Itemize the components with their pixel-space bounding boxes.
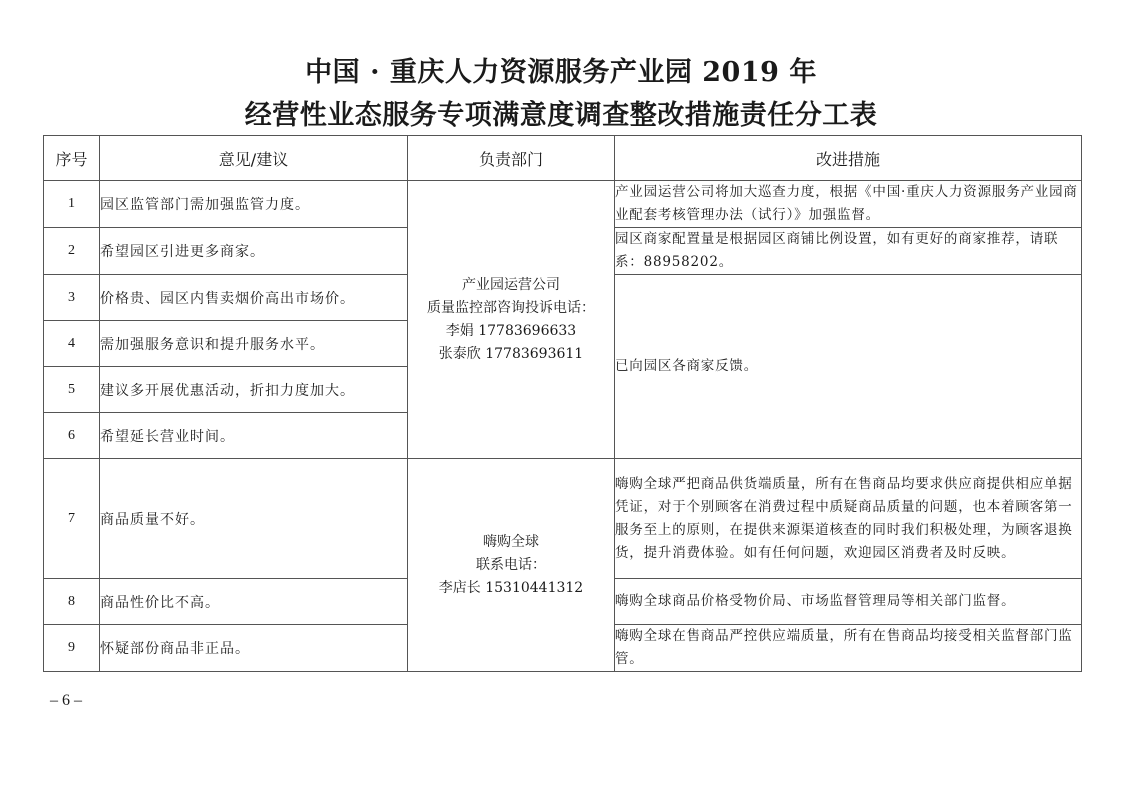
header-department: 负责部门 xyxy=(408,136,615,181)
row-measure: 园区商家配置量是根据园区商铺比例设置，如有更好的商家推荐，请联系：88958202。 xyxy=(615,228,1082,275)
row-number: 6 xyxy=(44,413,100,459)
row-opinion: 希望延长营业时间。 xyxy=(100,413,408,459)
row-number: 5 xyxy=(44,367,100,413)
row-number: 9 xyxy=(44,625,100,672)
row-number: 3 xyxy=(44,275,100,321)
row-opinion: 园区监管部门需加强监管力度。 xyxy=(100,181,408,228)
row-opinion: 商品质量不好。 xyxy=(100,459,408,579)
responsibility-table xyxy=(43,135,1082,672)
department-contact-label: 质量监控部咨询投诉电话： xyxy=(427,299,595,316)
row-measure: 产业园运营公司将加大巡查力度，根据《中国·重庆人力资源服务产业园商业配套考核管理办法（试行）》加强监督。 xyxy=(615,181,1082,228)
department-contact: 李店长 15310441312 xyxy=(438,579,584,596)
row-opinion: 怀疑部份商品非正品。 xyxy=(100,625,408,672)
row-number: 2 xyxy=(44,228,100,275)
document-title-line2: 经营性业态服务专项满意度调查整改措施责任分工表 xyxy=(244,100,878,131)
row-opinion: 商品性价比不高。 xyxy=(100,579,408,625)
department-cell xyxy=(408,459,615,672)
row-opinion: 需加强服务意识和提升服务水平。 xyxy=(100,321,408,367)
row-number: 1 xyxy=(44,181,100,228)
department-name: 嗨购全球 xyxy=(483,533,539,550)
row-opinion: 希望园区引进更多商家。 xyxy=(100,228,408,275)
header-opinion: 意见/建议 xyxy=(100,136,408,181)
row-number: 8 xyxy=(44,579,100,625)
row-opinion: 建议多开展优惠活动，折扣力度加大。 xyxy=(100,367,408,413)
department-cell xyxy=(408,181,615,459)
table-header-row xyxy=(44,136,1082,181)
document-title-line1: 中国 · 重庆人力资源服务产业园 2019 年 xyxy=(305,57,817,88)
row-opinion: 价格贵、园区内售卖烟价高出市场价。 xyxy=(100,275,408,321)
row-measure: 已向园区各商家反馈。 xyxy=(615,275,1082,459)
table-row xyxy=(44,181,1082,228)
header-serial: 序号 xyxy=(44,136,100,181)
page-number: – 6 – xyxy=(50,692,82,709)
department-contact: 张泰欣 17783693611 xyxy=(438,345,584,362)
row-measure: 嗨购全球商品价格受物价局、市场监督管理局等相关部门监督。 xyxy=(615,579,1082,625)
header-measure: 改进措施 xyxy=(615,136,1082,181)
department-contact-label: 联系电话： xyxy=(476,556,546,573)
row-measure: 嗨购全球严把商品供货端质量，所有在售商品均要求供应商提供相应单据凭证，对于个别顾客在消费过程中质疑商品质量的问题，也本着顾客第一服务至上的原则，在提供来源渠道核查的同时我们积极处理，为顾客退换货，提升消费体验。如有任何问题，欢迎园区消费者及时反映。 xyxy=(615,459,1082,579)
row-measure: 嗨购全球在售商品严控供应端质量，所有在售商品均接受相关监督部门监管。 xyxy=(615,625,1082,672)
department-name: 产业园运营公司 xyxy=(462,276,560,293)
row-number: 7 xyxy=(44,459,100,579)
department-contact: 李娟 17783696633 xyxy=(445,322,577,339)
table-row xyxy=(44,459,1082,579)
row-number: 4 xyxy=(44,321,100,367)
